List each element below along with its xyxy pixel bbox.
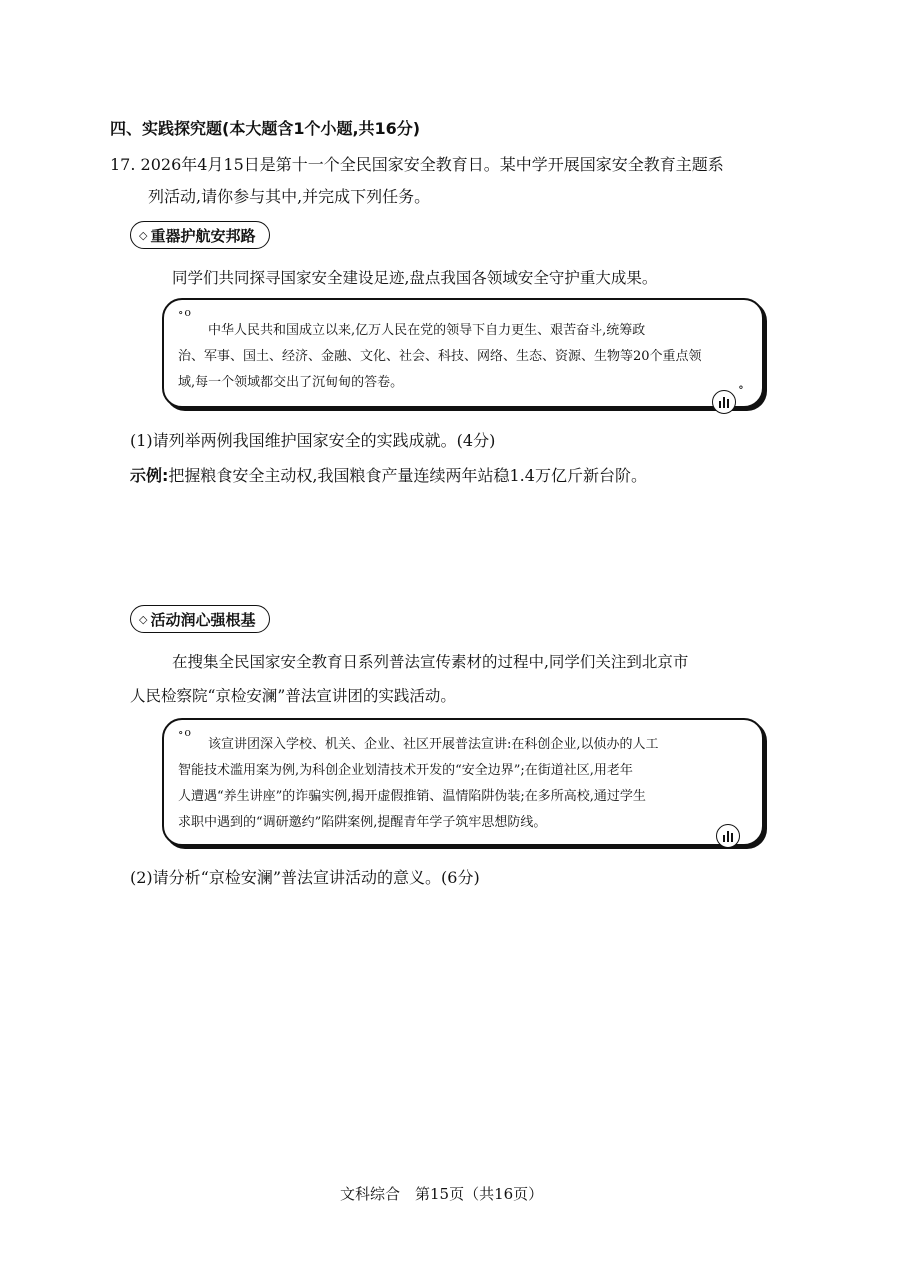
part2-material-text	[178, 732, 659, 836]
part1-material-text	[178, 318, 702, 396]
dots-icon: ∘o	[178, 306, 193, 319]
material-line: 域,每一个领域都交出了沉甸甸的答卷。	[178, 375, 404, 390]
question-stem-line-2: 列活动,请你参与其中,并完成下列任务。	[148, 187, 431, 206]
section-title: 四、实践探究题(本大题含1个小题,共16分)	[110, 119, 421, 138]
material-line: 人遭遇“养生讲座”的诈骗实例,揭开虚假推销、温情陷阱伪装;在多所高校,通过学生	[178, 789, 646, 804]
material-line: 治、军事、国土、经济、金融、文化、社会、科技、网络、生态、资源、生物等20个重点领	[178, 349, 702, 364]
example-label: 示例:	[130, 466, 169, 485]
part2-tag	[130, 605, 270, 633]
material-line: 智能技术滥用案为例,为科创企业划清技术开发的“安全边界”;在街道社区,用老年	[178, 763, 633, 778]
bar-chart-icon	[716, 824, 740, 848]
example-answer	[130, 463, 647, 486]
bar-chart-icon	[712, 390, 736, 414]
part2-material-box	[162, 718, 764, 846]
example-text: 把握粮食安全主动权,我国粮食产量连续两年站稳1.4万亿斤新台阶。	[168, 466, 647, 485]
dots-icon: ∘o	[178, 726, 193, 739]
material-line: 该宣讲团深入学校、机关、企业、社区开展普法宣讲:在科创企业,以侦办的人工	[208, 737, 659, 752]
part1-intro: 同学们共同探寻国家安全建设足迹,盘点我国各领域安全守护重大成果。	[172, 269, 658, 287]
material-line: 中华人民共和国成立以来,亿万人民在党的领导下自力更生、艰苦奋斗,统筹政	[208, 323, 646, 338]
part2-intro-line-2: 人民检察院“京检安澜”普法宣讲团的实践活动。	[130, 687, 456, 705]
circle-icon: ∘	[738, 380, 744, 394]
diamond-icon: ◇	[139, 612, 148, 626]
part1-tag	[130, 221, 270, 249]
page-footer: 文科综合 第15页（共16页）	[340, 1185, 544, 1203]
part2-tag-label: 活动润心强根基	[150, 610, 256, 629]
diamond-icon: ◇	[139, 228, 148, 242]
material-line: 求职中遇到的“调研邀约”陷阱案例,提醒青年学子筑牢思想防线。	[178, 815, 547, 830]
part1-tag-label: 重器护航安邦路	[150, 226, 256, 245]
question-stem-line-1: 17. 2026年4月15日是第十一个全民国家安全教育日。某中学开展国家安全教育主题系	[110, 155, 724, 174]
sub-question-2: (2)请分析“京检安澜”普法宣讲活动的意义。(6分)	[130, 868, 480, 887]
part1-material-box	[162, 298, 764, 408]
part2-intro-line-1: 在搜集全民国家安全教育日系列普法宣传素材的过程中,同学们关注到北京市	[172, 653, 689, 671]
sub-question-1: (1)请列举两例我国维护国家安全的实践成就。(4分)	[130, 431, 496, 450]
